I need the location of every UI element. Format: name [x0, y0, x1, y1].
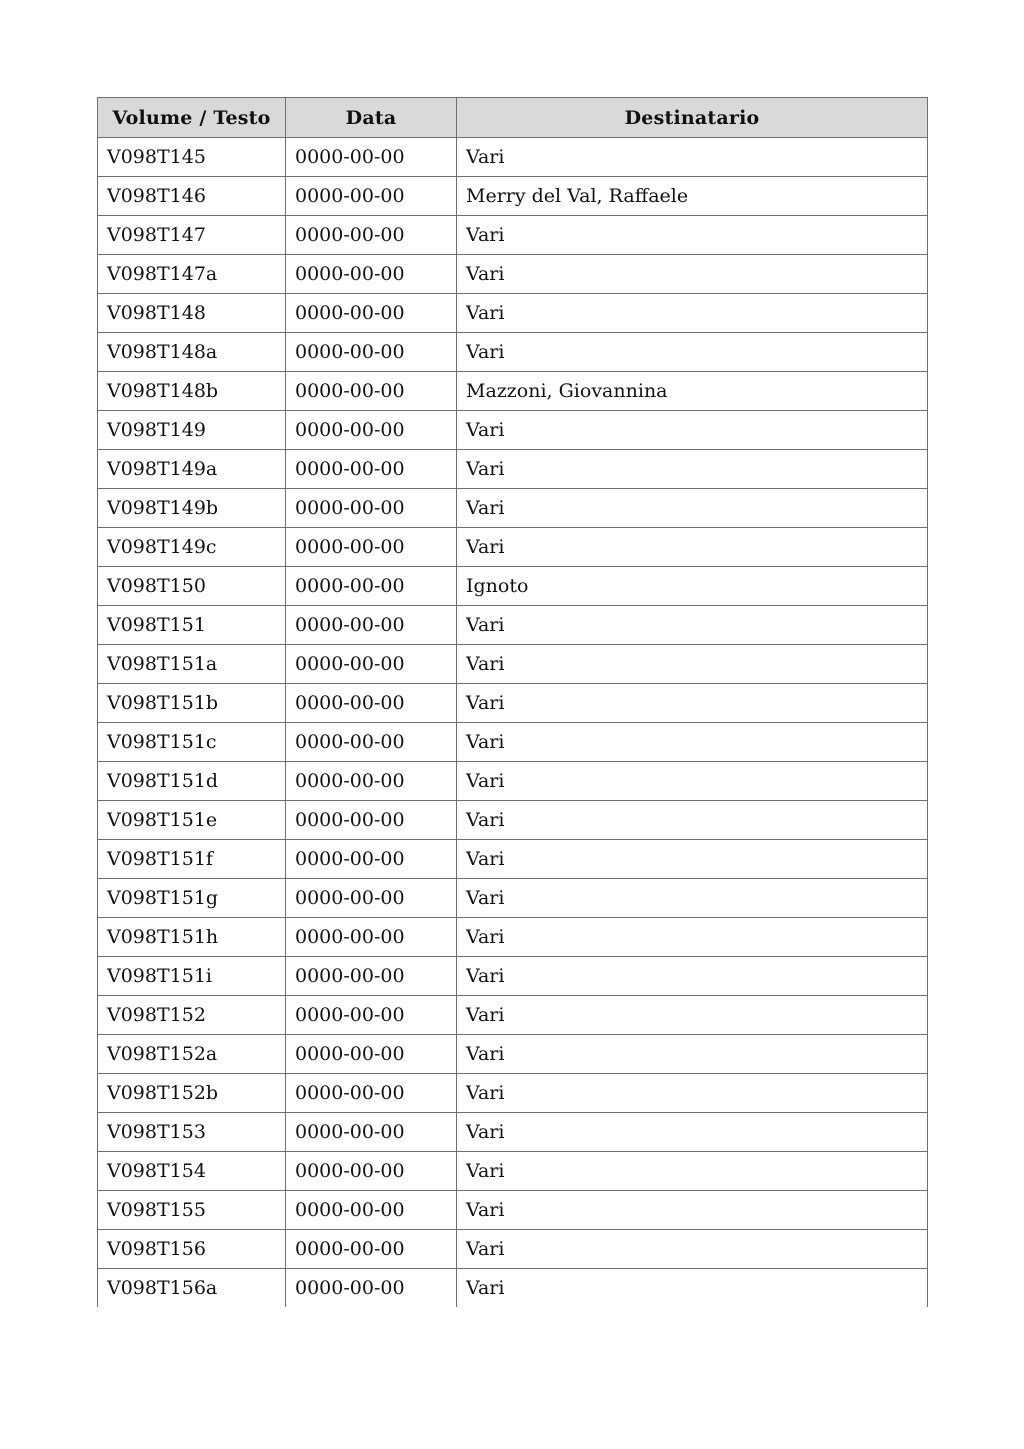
table-row — [98, 684, 928, 723]
cell-volume-testo: V098T147a — [98, 255, 286, 294]
cell-volume-testo: V098T149c — [98, 528, 286, 567]
cell-volume-testo: V098T145 — [98, 138, 286, 177]
cell-destinatario: Vari — [457, 723, 928, 762]
cell-data: 0000-00-00 — [286, 177, 457, 216]
cell-volume-testo: V098T154 — [98, 1152, 286, 1191]
cell-destinatario: Vari — [457, 1035, 928, 1074]
table-row — [98, 840, 928, 879]
table-row — [98, 996, 928, 1035]
cell-destinatario: Vari — [457, 1113, 928, 1152]
cell-data: 0000-00-00 — [286, 840, 457, 879]
cell-data: 0000-00-00 — [286, 333, 457, 372]
table-row — [98, 138, 928, 177]
cell-data: 0000-00-00 — [286, 801, 457, 840]
cell-data: 0000-00-00 — [286, 567, 457, 606]
cell-volume-testo: V098T151a — [98, 645, 286, 684]
cell-volume-testo: V098T149 — [98, 411, 286, 450]
cell-data: 0000-00-00 — [286, 1113, 457, 1152]
table-row — [98, 1230, 928, 1269]
cell-destinatario: Vari — [457, 528, 928, 567]
cell-destinatario: Merry del Val, Raffaele — [457, 177, 928, 216]
table-row — [98, 450, 928, 489]
cell-data: 0000-00-00 — [286, 1269, 457, 1308]
cell-volume-testo: V098T148b — [98, 372, 286, 411]
table-row — [98, 645, 928, 684]
table-row — [98, 255, 928, 294]
cell-data: 0000-00-00 — [286, 489, 457, 528]
cell-volume-testo: V098T152a — [98, 1035, 286, 1074]
cell-volume-testo: V098T151b — [98, 684, 286, 723]
cell-volume-testo: V098T151d — [98, 762, 286, 801]
table-row — [98, 801, 928, 840]
cell-destinatario: Ignoto — [457, 567, 928, 606]
table-row — [98, 528, 928, 567]
cell-data: 0000-00-00 — [286, 255, 457, 294]
cell-destinatario: Vari — [457, 684, 928, 723]
cell-destinatario: Vari — [457, 489, 928, 528]
cell-destinatario: Vari — [457, 879, 928, 918]
cell-volume-testo: V098T147 — [98, 216, 286, 255]
cell-data: 0000-00-00 — [286, 879, 457, 918]
cell-data: 0000-00-00 — [286, 411, 457, 450]
cell-volume-testo: V098T156a — [98, 1269, 286, 1308]
table-row — [98, 1191, 928, 1230]
table-row — [98, 411, 928, 450]
column-header-data: Data — [286, 98, 457, 138]
cell-volume-testo: V098T153 — [98, 1113, 286, 1152]
cell-destinatario: Vari — [457, 606, 928, 645]
table-row — [98, 723, 928, 762]
cell-destinatario: Vari — [457, 411, 928, 450]
table-row — [98, 333, 928, 372]
cell-volume-testo: V098T149b — [98, 489, 286, 528]
cell-data: 0000-00-00 — [286, 294, 457, 333]
cell-volume-testo: V098T156 — [98, 1230, 286, 1269]
table-row — [98, 1269, 928, 1308]
cell-volume-testo: V098T151f — [98, 840, 286, 879]
column-header-volume-testo: Volume / Testo — [98, 98, 286, 138]
cell-data: 0000-00-00 — [286, 645, 457, 684]
cell-volume-testo: V098T150 — [98, 567, 286, 606]
cell-volume-testo: V098T151e — [98, 801, 286, 840]
cell-data: 0000-00-00 — [286, 372, 457, 411]
cell-volume-testo: V098T152b — [98, 1074, 286, 1113]
cell-destinatario: Vari — [457, 333, 928, 372]
cell-volume-testo: V098T152 — [98, 996, 286, 1035]
table-row — [98, 762, 928, 801]
cell-data: 0000-00-00 — [286, 762, 457, 801]
table-row — [98, 1152, 928, 1191]
table-row — [98, 879, 928, 918]
cell-destinatario: Vari — [457, 762, 928, 801]
cell-data: 0000-00-00 — [286, 684, 457, 723]
cell-data: 0000-00-00 — [286, 1230, 457, 1269]
column-header-destinatario: Destinatario — [457, 98, 928, 138]
table-header-row — [98, 98, 928, 138]
cell-data: 0000-00-00 — [286, 723, 457, 762]
cell-data: 0000-00-00 — [286, 1191, 457, 1230]
cell-data: 0000-00-00 — [286, 1152, 457, 1191]
table-row — [98, 1074, 928, 1113]
cell-data: 0000-00-00 — [286, 216, 457, 255]
cell-data: 0000-00-00 — [286, 138, 457, 177]
table-row — [98, 1113, 928, 1152]
cell-destinatario: Vari — [457, 450, 928, 489]
cell-volume-testo: V098T151h — [98, 918, 286, 957]
table-row — [98, 177, 928, 216]
cell-volume-testo: V098T149a — [98, 450, 286, 489]
cell-data: 0000-00-00 — [286, 528, 457, 567]
cell-destinatario: Vari — [457, 957, 928, 996]
table-row — [98, 489, 928, 528]
cell-volume-testo: V098T151g — [98, 879, 286, 918]
cell-destinatario: Vari — [457, 918, 928, 957]
cell-volume-testo: V098T155 — [98, 1191, 286, 1230]
cell-volume-testo: V098T148 — [98, 294, 286, 333]
cell-data: 0000-00-00 — [286, 1035, 457, 1074]
cell-data: 0000-00-00 — [286, 1074, 457, 1113]
table-row — [98, 606, 928, 645]
table-body — [98, 138, 928, 1308]
cell-data: 0000-00-00 — [286, 957, 457, 996]
table-row — [98, 294, 928, 333]
cell-volume-testo: V098T151c — [98, 723, 286, 762]
cell-volume-testo: V098T151i — [98, 957, 286, 996]
letters-table — [97, 97, 928, 1307]
cell-destinatario: Vari — [457, 996, 928, 1035]
cell-data: 0000-00-00 — [286, 606, 457, 645]
table-row — [98, 1035, 928, 1074]
cell-volume-testo: V098T146 — [98, 177, 286, 216]
cell-data: 0000-00-00 — [286, 996, 457, 1035]
table-row — [98, 567, 928, 606]
table-row — [98, 957, 928, 996]
cell-destinatario: Vari — [457, 1191, 928, 1230]
cell-destinatario: Vari — [457, 138, 928, 177]
cell-destinatario: Vari — [457, 801, 928, 840]
cell-destinatario: Vari — [457, 1152, 928, 1191]
cell-volume-testo: V098T151 — [98, 606, 286, 645]
cell-data: 0000-00-00 — [286, 450, 457, 489]
cell-volume-testo: V098T148a — [98, 333, 286, 372]
table-row — [98, 372, 928, 411]
cell-destinatario: Vari — [457, 294, 928, 333]
cell-destinatario: Vari — [457, 645, 928, 684]
cell-destinatario: Vari — [457, 1269, 928, 1308]
cell-destinatario: Mazzoni, Giovannina — [457, 372, 928, 411]
table-row — [98, 216, 928, 255]
cell-destinatario: Vari — [457, 1230, 928, 1269]
cell-data: 0000-00-00 — [286, 918, 457, 957]
cell-destinatario: Vari — [457, 255, 928, 294]
table-row — [98, 918, 928, 957]
cell-destinatario: Vari — [457, 216, 928, 255]
cell-destinatario: Vari — [457, 840, 928, 879]
cell-destinatario: Vari — [457, 1074, 928, 1113]
